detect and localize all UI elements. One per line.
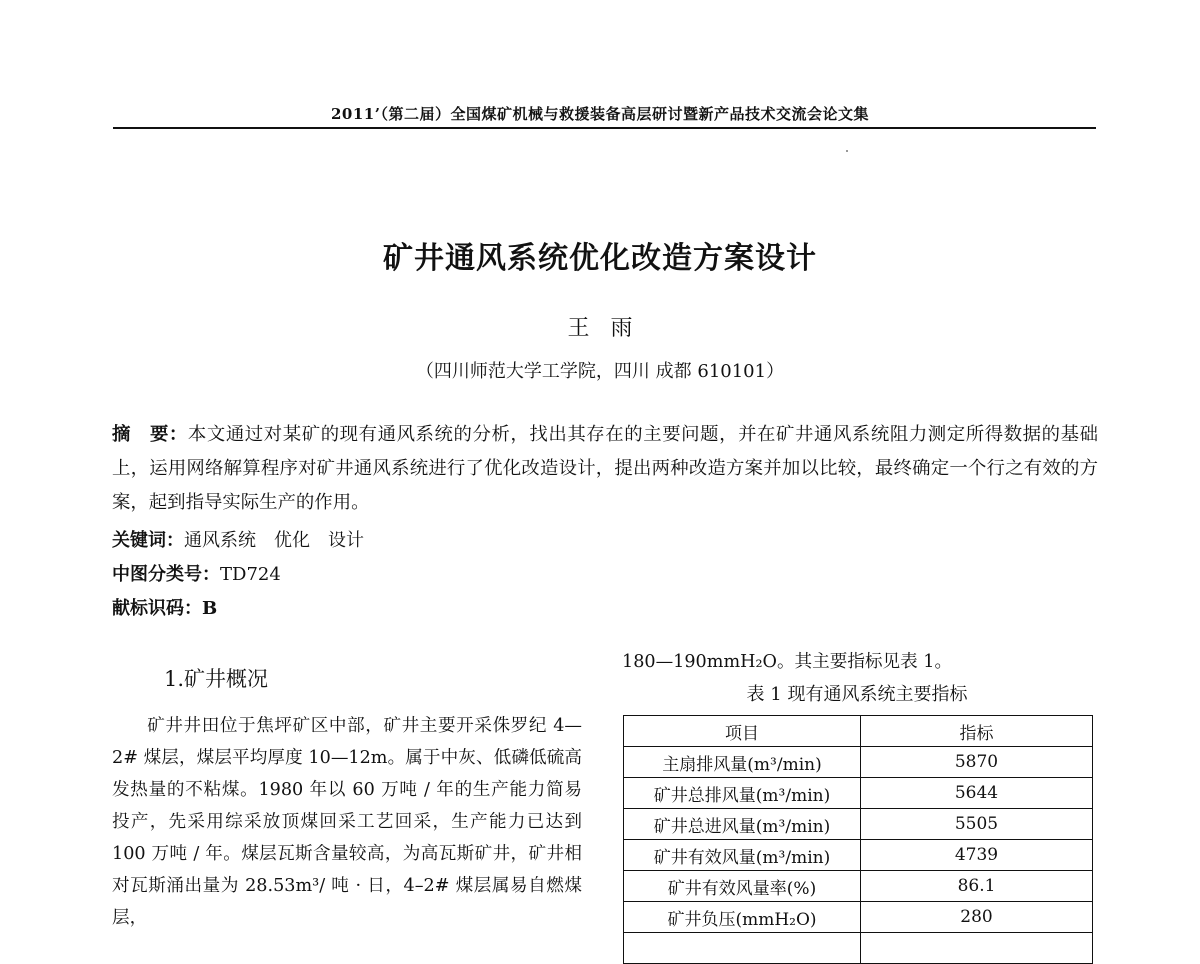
table-row: [624, 902, 1093, 933]
author-affiliation: （四川师范大学工学院，四川 成都 610101）: [415, 361, 785, 382]
row-value: 5870: [861, 747, 1093, 778]
table-row: [624, 840, 1093, 871]
abstract-label: 摘 要：: [112, 424, 188, 445]
row-item: [624, 933, 861, 964]
running-header: 2011’（第二届）全国煤矿机械与救援装备高层研讨暨新产品技术交流会论文集: [331, 105, 869, 123]
table-header-row: [624, 716, 1093, 747]
continuation-text: 180—190mmH₂O。其主要指标见表 1。: [622, 652, 953, 672]
table-row: [624, 809, 1093, 840]
table-row: [624, 778, 1093, 809]
row-item: 矿井有效风量率(%): [624, 871, 861, 902]
keywords-label: 关键词：: [112, 530, 184, 551]
clc-line: [112, 560, 281, 586]
row-item: 矿井负压(mmH₂O): [624, 902, 861, 933]
abstract: [112, 418, 1098, 520]
row-item: 矿井总排风量(m³/min): [624, 778, 861, 809]
row-value: 4739: [861, 840, 1093, 871]
doc-code-value: B: [202, 598, 218, 619]
doc-code-line: [112, 594, 217, 620]
abstract-text: 本文通过对某矿的现有通风系统的分析，找出其存在的主要问题，并在矿井通风系统阻力测定所得数据的基础上，运用网络解算程序对矿井通风系统进行了优化改造设计，提出两种改造方案并加以比较，最终确定一个行之有效的方案，起到指导实际生产的作用。: [112, 424, 1098, 513]
row-value: [861, 933, 1093, 964]
table-row: [624, 747, 1093, 778]
ventilation-indicators-table: [623, 715, 1093, 964]
paper-title: 矿井通风系统优化改造方案设计: [383, 241, 817, 276]
section-body: [112, 710, 582, 934]
header-item: 项目: [624, 716, 861, 747]
header-rule: [113, 127, 1096, 129]
section-heading: 1.矿井概况: [164, 667, 269, 691]
clc-label: 中图分类号：: [112, 564, 220, 585]
table-row-partial: [624, 933, 1093, 964]
header-value: 指标: [861, 716, 1093, 747]
doc-code-label: 献标识码：: [112, 598, 202, 619]
table-row: [624, 871, 1093, 902]
author-name: 王 雨: [567, 316, 633, 341]
row-value: 5644: [861, 778, 1093, 809]
row-value: 5505: [861, 809, 1093, 840]
row-value: 86.1: [861, 871, 1093, 902]
section-paragraph: 矿井井田位于焦坪矿区中部，矿井主要开采侏罗纪 4—2# 煤层，煤层平均厚度 10—12m。属于中灰、低磷低硫高发热量的不粘煤。1980 年以 60 万吨 / 年的生产能力简易投产，先采用综采放顶煤回采工艺回采，生产能力已达到 100 万吨 / 年。煤层瓦斯含量较高，为高瓦斯矿井，矿井相对瓦斯涌出量为 28.53m³/ 吨 · 日，4–2# 煤层属易自燃煤层，: [112, 716, 582, 928]
keywords-text: 通风系统 优化 设计: [184, 530, 364, 551]
row-item: 矿井总进风量(m³/min): [624, 809, 861, 840]
row-value: 280: [861, 902, 1093, 933]
keywords-line: [112, 526, 364, 552]
table-caption: 表 1 现有通风系统主要指标: [746, 684, 968, 705]
clc-number: TD724: [220, 564, 281, 585]
row-item: 主扇排风量(m³/min): [624, 747, 861, 778]
row-item: 矿井有效风量(m³/min): [624, 840, 861, 871]
scan-speck: [846, 150, 848, 152]
